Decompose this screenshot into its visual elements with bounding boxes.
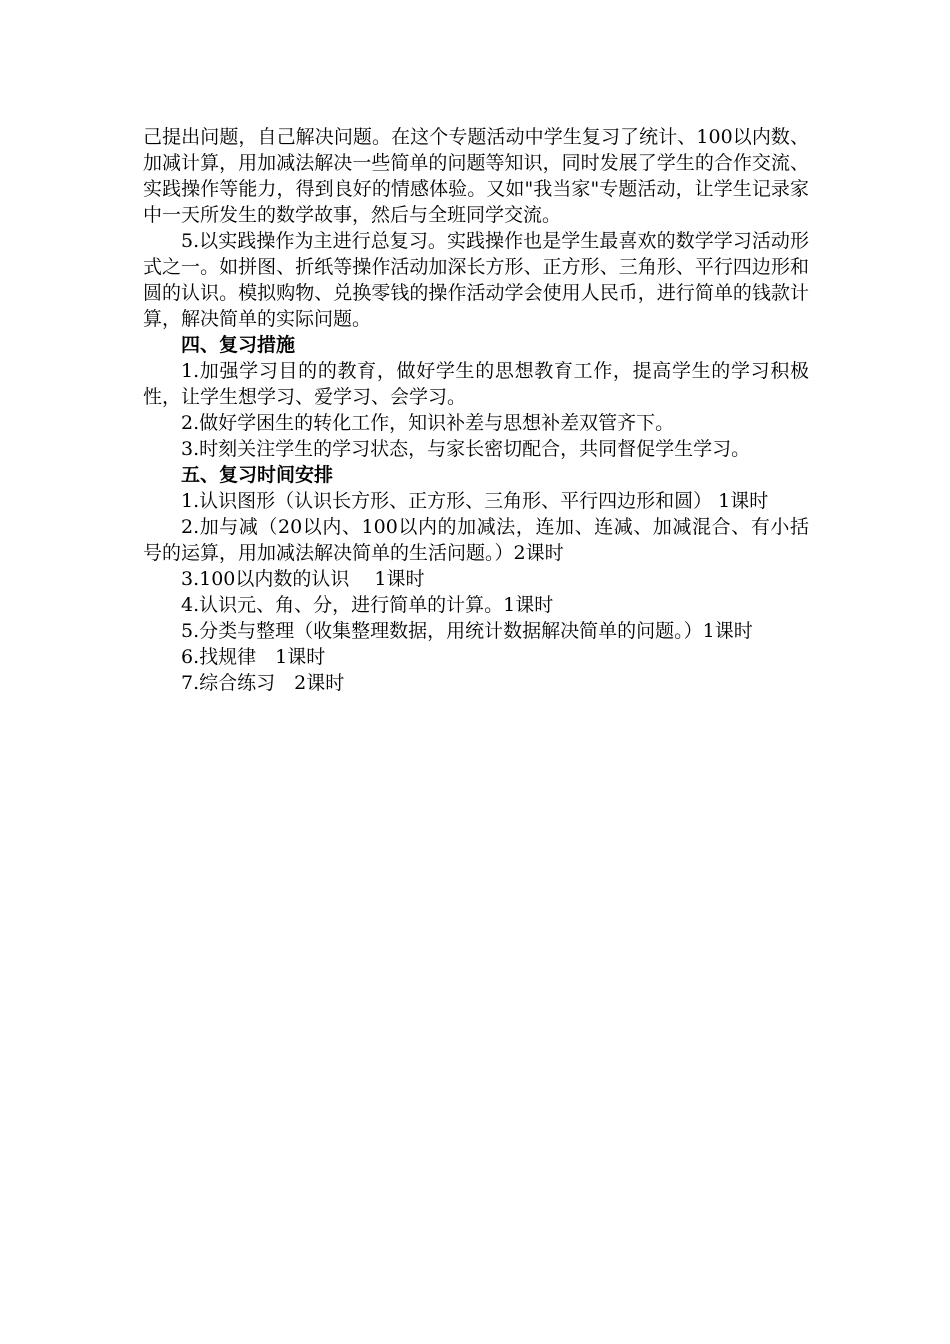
schedule-item-3: 3.100以内数的认识 1课时 [181, 568, 425, 590]
schedule-item-6: 6.找规律 1课时 [181, 646, 326, 668]
review-point-5: 5.以实践操作为主进行总复习。实践操作也是学生最喜欢的数学学习活动形式之一。如拼图、折纸等操作活动加深长方形、正方形、三角形、平行四边形和圆的认识。模拟购物、兑换零钱的操作活动学会使用人民币，进行简单的钱款计算，解决简单的实际问题。 [143, 230, 809, 330]
schedule-item-5: 5.分类与整理（收集整理数据，用统计数据解决简单的问题。）1课时 [181, 620, 753, 642]
schedule-item-2: 2.加与减（20以内、100以内的加减法，连加、连减、加减混合、有小括号的运算，用加减法解决简单的生活问题。）2课时 [143, 516, 809, 564]
section-heading-schedule: 五、复习时间安排 [181, 464, 334, 486]
measure-item-2: 2.做好学困生的转化工作，知识补差与思想补差双管齐下。 [181, 412, 675, 434]
measure-item-3: 3.时刻关注学生的学习状态，与家长密切配合，共同督促学生学习。 [181, 438, 751, 460]
intro-paragraph: 己提出问题，自己解决问题。在这个专题活动中学生复习了统计、100以内数、加减计算，用加减法解决一些简单的问题等知识，同时发展了学生的合作交流、实践操作等能力，得到良好的情感体验。又如"我当家"专题活动，让学生记录家中一天所发生的数学故事，然后与全班同学交流。 [143, 126, 809, 226]
measure-item-1: 1.加强学习目的的教育，做好学生的思想教育工作，提高学生的学习积极性，让学生想学习、爱学习、会学习。 [143, 360, 809, 408]
schedule-item-1: 1.认识图形（认识长方形、正方形、三角形、平行四边形和圆） 1课时 [181, 490, 769, 512]
document-page [143, 124, 809, 696]
section-heading-measures: 四、复习措施 [181, 334, 296, 356]
schedule-item-4: 4.认识元、角、分，进行简单的计算。1课时 [181, 594, 554, 616]
schedule-item-7: 7.综合练习 2课时 [181, 672, 345, 694]
